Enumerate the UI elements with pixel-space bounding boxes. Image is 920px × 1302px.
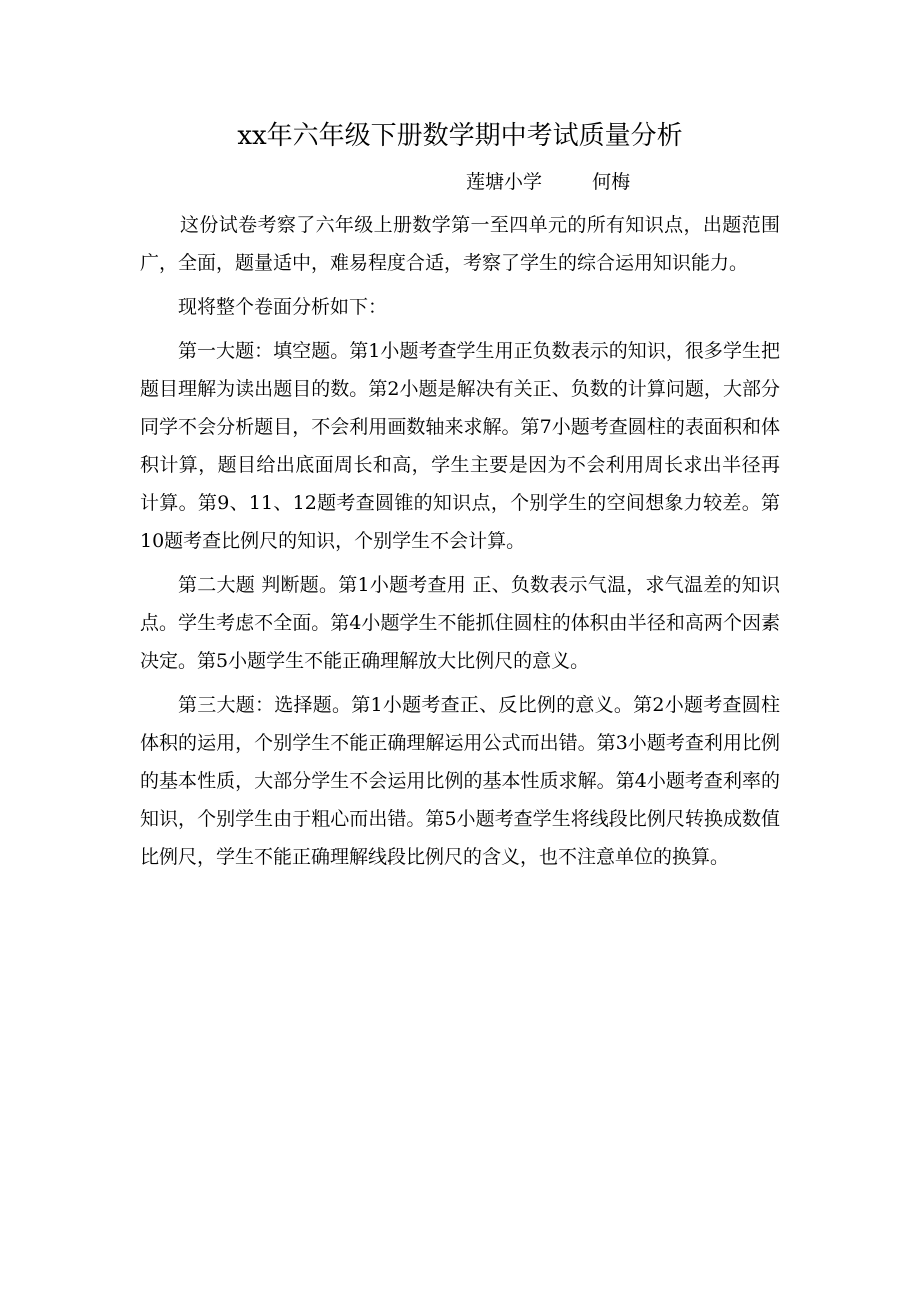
intro-paragraph: 这份试卷考察了六年级上册数学第一至四单元的所有知识点，出题范围广，全面，题量适中，难易程度合适，考察了学生的综合运用知识能力。	[140, 214, 780, 274]
document-title: xx年六年级下册数学期中考试质量分析	[237, 121, 683, 151]
part2-paragraph: 第二大题 判断题。第1小题考查用 正、负数表示气温，求气温差的知识点。学生考虑不全面。第4小题学生不能抓住圆柱的体积由半径和高两个因素决定。第5小题学生不能正确理解放大比例尺的意义。	[140, 574, 780, 672]
part1-paragraph: 第一大题：填空题。第1小题考查学生用正负数表示的知识，很多学生把题目理解为读出题目的数。第2小题是解决有关正、负数的计算问题，大部分同学不会分析题目，不会利用画数轴来求解。第7小题考查圆柱的表面积和体积计算，题目给出底面周长和高，学生主要是因为不会利用周长求出半径再计算。第9、11、12题考查圆锥的知识点，个别学生的空间想象力较差。第10题考查比例尺的知识，个别学生不会计算。	[140, 340, 780, 552]
lead-paragraph: 现将整个卷面分析如下：	[178, 296, 388, 318]
part3-paragraph: 第三大题：选择题。第1小题考查正、反比例的意义。第2小题考查圆柱体积的运用，个别学生不能正确理解运用公式而出错。第3小题考查利用比例的基本性质，大部分学生不会运用比例的基本性质求解。第4小题考查利率的知识，个别学生由于粗心而出错。第5小题考查学生将线段比例尺转换成数值比例尺，学生不能正确理解线段比例尺的含义，也不注意单位的换算。	[140, 694, 780, 868]
author-name: 何梅	[592, 171, 631, 193]
byline	[466, 166, 630, 198]
school-name: 莲塘小学	[466, 171, 543, 193]
document-body	[140, 206, 780, 882]
